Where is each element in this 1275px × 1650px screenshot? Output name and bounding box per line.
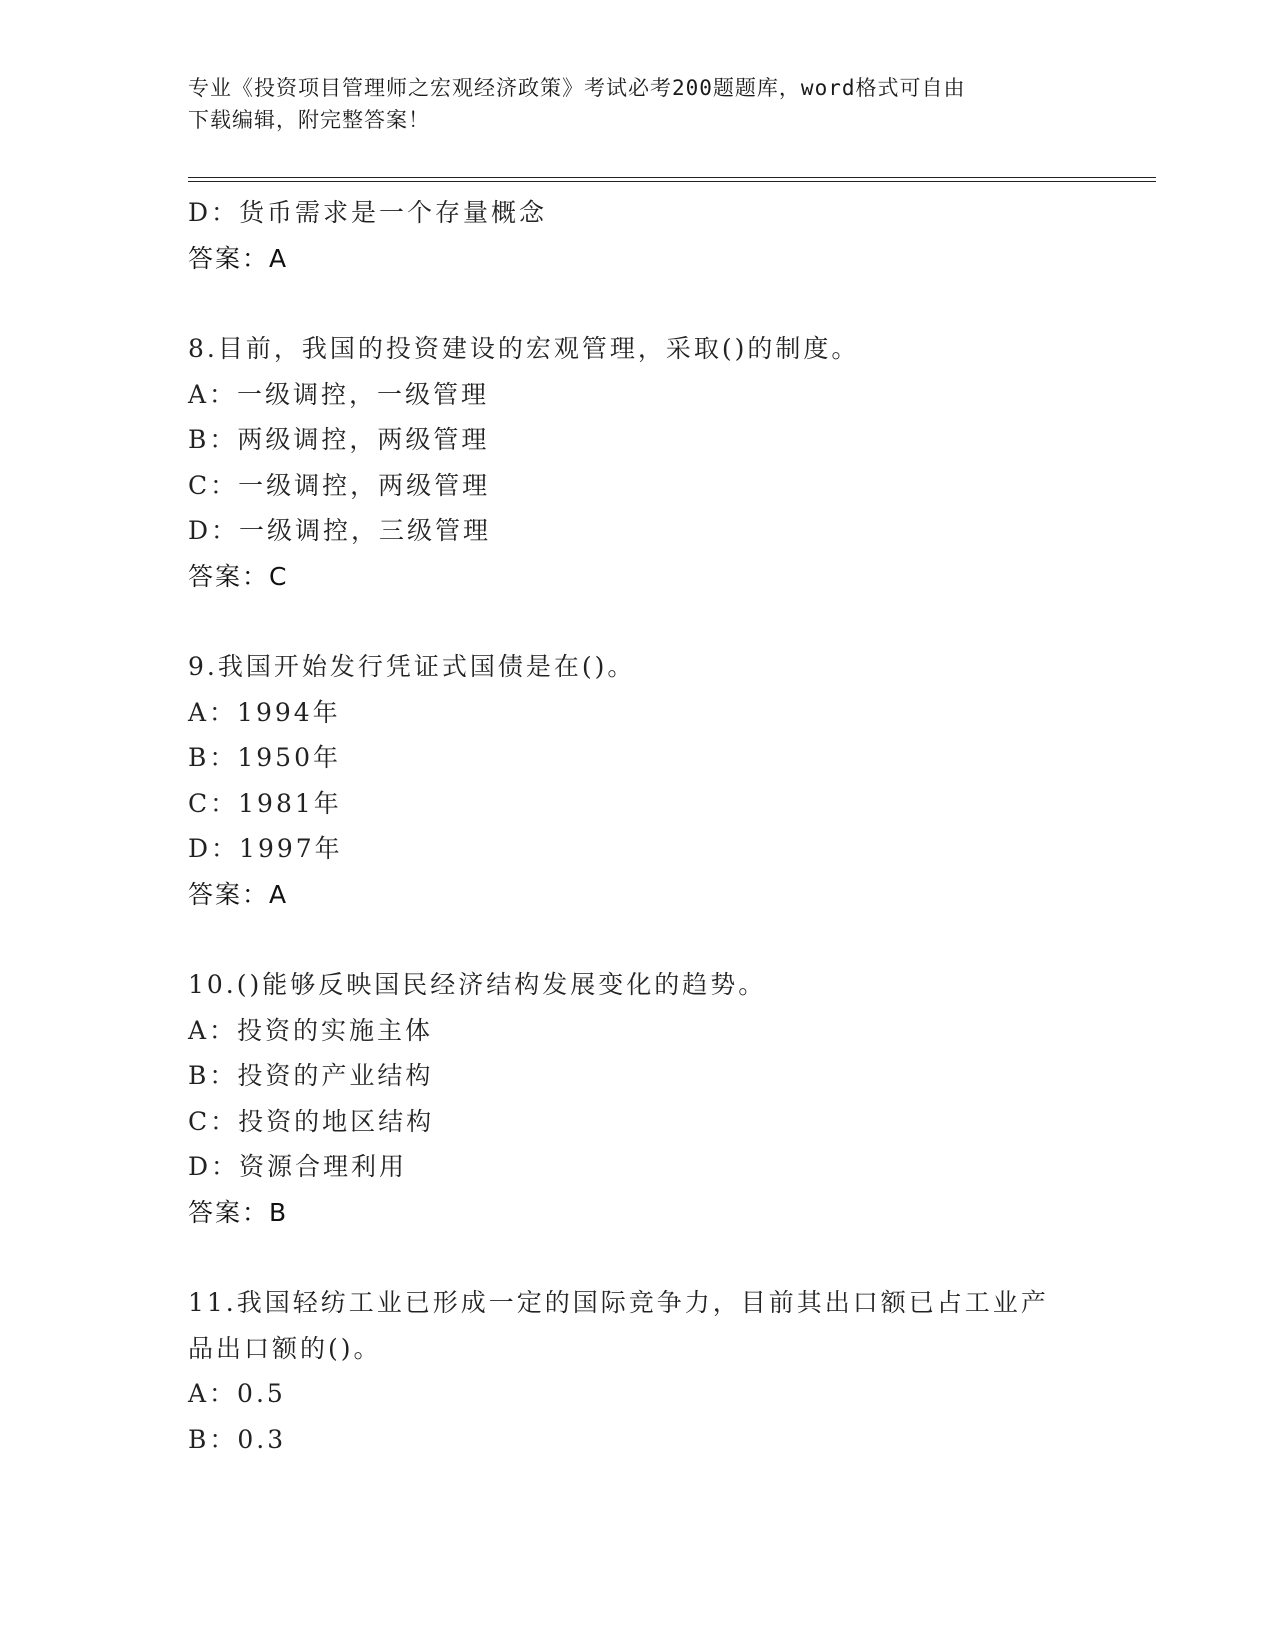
prev-question-option-d: D：货币需求是一个存量概念 <box>188 198 548 227</box>
question-stem: 10.()能够反映国民经济结构发展变化的趋势。 <box>188 970 767 999</box>
question-stem-line-2: 品出口额的()。 <box>188 1333 382 1363</box>
option-d: D：一级调控，三级管理 <box>188 516 492 545</box>
option-d: D：1997年 <box>188 834 343 863</box>
spacer <box>188 599 1088 644</box>
question-11 <box>188 1280 1088 1462</box>
option-d: D：资源合理利用 <box>188 1152 408 1181</box>
question-10 <box>188 962 1088 1235</box>
option-a: A：1994年 <box>188 697 341 727</box>
option-c: C：投资的地区结构 <box>188 1106 435 1136</box>
answer: 答案：B <box>188 1197 289 1227</box>
question-9 <box>188 644 1088 917</box>
option-b: B：投资的产业结构 <box>188 1061 434 1090</box>
spacer <box>188 281 1088 326</box>
answer: 答案：C <box>188 561 289 591</box>
option-b: B：1950年 <box>188 743 341 772</box>
question-list <box>188 190 1088 1462</box>
option-c: C：一级调控，两级管理 <box>188 470 491 500</box>
option-c: C：1981年 <box>188 788 342 818</box>
prev-question-answer: 答案：A <box>188 243 289 273</box>
option-a: A：一级调控，一级管理 <box>188 379 490 409</box>
header-title-line-2: 下载编辑，附完整答案！ <box>188 108 430 132</box>
spacer <box>188 917 1088 962</box>
header-double-rule <box>188 177 1156 182</box>
answer: 答案：A <box>188 879 289 909</box>
question-stem: 8.目前，我国的投资建设的宏观管理，采取()的制度。 <box>188 334 860 363</box>
question-stem: 9.我国开始发行凭证式国债是在()。 <box>188 652 636 681</box>
spacer <box>188 1235 1088 1280</box>
document-header <box>188 72 1088 136</box>
option-b: B：0.3 <box>188 1424 287 1454</box>
option-a: A：0.5 <box>188 1379 286 1408</box>
question-stem-line-1: 11.我国轻纺工业已形成一定的国际竞争力，目前其出口额已占工业产 <box>188 1288 1049 1317</box>
question-8 <box>188 326 1088 599</box>
option-b: B：两级调控，两级管理 <box>188 425 490 454</box>
header-title-line-1: 专业《投资项目管理师之宏观经济政策》考试必考200题题库，word格式可自由 <box>188 76 966 100</box>
option-a: A：投资的实施主体 <box>188 1015 434 1045</box>
